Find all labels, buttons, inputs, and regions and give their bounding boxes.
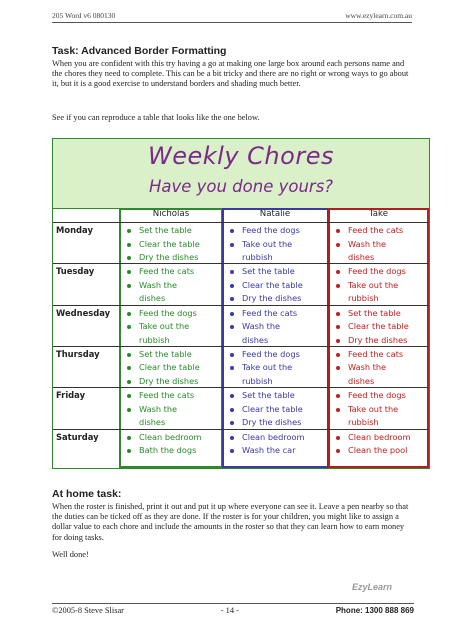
chore-text: dishes bbox=[139, 417, 166, 428]
column-header-natalie: Natalie bbox=[259, 209, 291, 219]
chore-text: Take out the bbox=[139, 321, 190, 332]
bullet-icon bbox=[127, 229, 131, 233]
chore-text: Feed the cats bbox=[348, 225, 404, 235]
chore-item bbox=[125, 431, 221, 445]
day-label: Friday bbox=[56, 390, 86, 401]
chore-cell bbox=[228, 431, 327, 458]
bullet-icon bbox=[336, 243, 340, 247]
home-task-paragraph: When the roster is finished, print it out and put it up where everyone can see it. Leave a pen nearby so that the duties can be ticked off as they are done. If the roster is for your children, you might like to assign a dollar value to each chore and include the amounts in the roster so that they can learn how to earn money for doing tasks. bbox=[52, 502, 409, 542]
bullet-icon bbox=[336, 270, 340, 274]
chore-text: Take out the bbox=[348, 403, 399, 414]
chore-item bbox=[125, 320, 221, 334]
bullet-icon bbox=[127, 243, 131, 247]
bullet-icon bbox=[127, 284, 131, 288]
chore-cell bbox=[228, 265, 327, 306]
chore-item bbox=[334, 361, 427, 375]
bullet-icon bbox=[230, 243, 234, 247]
day-label: Saturday bbox=[56, 431, 99, 442]
chore-item bbox=[125, 238, 221, 252]
chore-item bbox=[125, 389, 221, 403]
chore-item bbox=[228, 389, 327, 403]
chore-text: Clean bedroom bbox=[348, 431, 411, 442]
chore-text: Bath the dogs bbox=[139, 445, 197, 456]
home-task-heading: At home task: bbox=[52, 488, 122, 500]
chore-text: Feed the cats bbox=[139, 266, 195, 277]
chore-text: dishes bbox=[348, 376, 375, 387]
task-instruction-paragraph: See if you can reproduce a table that looks like the one below. bbox=[52, 113, 260, 122]
chore-item bbox=[125, 307, 221, 321]
chore-text: Feed the cats bbox=[139, 390, 195, 401]
chore-item bbox=[125, 444, 221, 458]
chore-text: Feed the dogs bbox=[242, 348, 300, 359]
chore-item bbox=[334, 444, 427, 458]
day-label: Tuesday bbox=[56, 266, 95, 277]
bullet-icon bbox=[230, 394, 234, 398]
header-website: www.ezylearn.com.au bbox=[345, 11, 412, 20]
page-footer bbox=[52, 603, 414, 615]
chore-text: dishes bbox=[348, 252, 375, 263]
closing-text: Well done! bbox=[52, 550, 89, 559]
chore-cell bbox=[125, 431, 221, 458]
bullet-icon bbox=[127, 312, 131, 316]
chore-row-friday bbox=[53, 387, 429, 428]
task-intro-paragraph: When you are confident with this try having a go at making one large box around each persons name and the chores they need to complete. This can be a bit tricky and there are no right or wrong ways to go about it, but it is a good exercise to understand borders and shading much better. bbox=[52, 59, 409, 89]
chore-text: Feed the cats bbox=[242, 307, 298, 318]
chore-cell bbox=[125, 389, 221, 430]
chore-text: dishes bbox=[242, 334, 269, 345]
chore-item bbox=[228, 348, 327, 362]
chore-text: Take out the bbox=[348, 279, 399, 290]
chore-text: Dry the dishes bbox=[242, 293, 302, 304]
day-label: Thursday bbox=[56, 348, 100, 359]
bullet-icon bbox=[336, 229, 340, 233]
chore-item bbox=[125, 265, 221, 279]
chore-text: dishes bbox=[139, 293, 166, 304]
chore-item bbox=[125, 348, 221, 362]
chore-text: Wash the car bbox=[242, 445, 296, 456]
chore-text: rubbish bbox=[139, 334, 170, 345]
chore-text: Feed the dogs bbox=[348, 266, 406, 277]
chore-text: Clean the pool bbox=[348, 445, 408, 456]
bullet-icon bbox=[336, 394, 340, 398]
weekly-chores-table bbox=[52, 138, 430, 469]
chore-text: Wash the bbox=[348, 362, 387, 373]
chore-item bbox=[228, 224, 327, 238]
chore-text: rubbish bbox=[242, 252, 273, 263]
chore-text: Clear the table bbox=[139, 362, 200, 373]
bullet-icon bbox=[127, 408, 131, 412]
bullet-icon bbox=[336, 408, 340, 412]
footer-page-number: - 14 - bbox=[220, 606, 239, 615]
chores-grid bbox=[53, 208, 429, 468]
chore-text: rubbish bbox=[348, 417, 379, 428]
bullet-icon bbox=[230, 229, 234, 233]
chore-cell bbox=[228, 389, 327, 430]
bullet-icon bbox=[230, 284, 234, 288]
chore-item bbox=[334, 403, 427, 417]
chore-cell bbox=[125, 348, 221, 389]
chore-text: Clean bedroom bbox=[242, 431, 305, 442]
chore-item bbox=[228, 307, 327, 321]
chore-text: Dry the dishes bbox=[348, 334, 408, 345]
chore-cell bbox=[228, 348, 327, 389]
chore-text: Feed the dogs bbox=[242, 225, 300, 235]
bullet-icon bbox=[127, 436, 131, 440]
chore-text: Wash the bbox=[139, 403, 178, 414]
header-doc-id: 205 Word v6 080130 bbox=[52, 11, 116, 20]
footer-copyright: ©2005-8 Steve Slisar bbox=[52, 606, 124, 615]
chore-item bbox=[334, 320, 427, 334]
chore-item bbox=[125, 361, 221, 375]
chore-text: Clean bedroom bbox=[139, 431, 202, 442]
chore-item bbox=[334, 238, 427, 252]
chore-cell bbox=[125, 307, 221, 348]
bullet-icon bbox=[336, 325, 340, 329]
chore-cell bbox=[228, 307, 327, 348]
bullet-icon bbox=[336, 449, 340, 453]
chore-row-tuesday bbox=[53, 263, 429, 304]
chore-row-monday bbox=[53, 222, 429, 263]
day-label: Wednesday bbox=[56, 307, 111, 318]
chore-cell bbox=[334, 307, 427, 348]
chore-item bbox=[228, 361, 327, 375]
chore-item bbox=[228, 279, 327, 293]
chore-text: Dry the dishes bbox=[242, 417, 302, 428]
chore-text: Dry the dishes bbox=[139, 252, 199, 263]
chore-text: Dry the dishes bbox=[139, 376, 199, 387]
bullet-icon bbox=[230, 436, 234, 440]
bullet-icon bbox=[230, 270, 234, 274]
chore-text: Set the table bbox=[242, 390, 295, 401]
chore-cell bbox=[125, 224, 221, 265]
chore-item bbox=[228, 238, 327, 252]
bullet-icon bbox=[230, 325, 234, 329]
chore-text: Set the table bbox=[348, 307, 401, 318]
bullet-icon bbox=[230, 421, 234, 425]
task-heading: Task: Advanced Border Formatting bbox=[52, 45, 227, 57]
chore-item bbox=[334, 348, 427, 362]
chore-row-wednesday bbox=[53, 305, 429, 346]
bullet-icon bbox=[127, 270, 131, 274]
bullet-icon bbox=[127, 380, 131, 384]
chore-item bbox=[334, 224, 427, 238]
chores-banner bbox=[53, 139, 429, 209]
bullet-icon bbox=[336, 312, 340, 316]
column-header-take: Take bbox=[368, 209, 389, 219]
chore-item bbox=[228, 431, 327, 445]
chore-item bbox=[125, 403, 221, 417]
chore-item bbox=[228, 403, 327, 417]
chore-row-thursday bbox=[53, 346, 429, 387]
chore-text: Clear the table bbox=[348, 321, 409, 332]
page-header bbox=[52, 11, 412, 23]
bullet-icon bbox=[127, 256, 131, 260]
bullet-icon bbox=[230, 449, 234, 453]
footer-phone: Phone: 1300 888 869 bbox=[335, 606, 414, 615]
chore-text: Take out the bbox=[242, 238, 293, 249]
bullet-icon bbox=[230, 353, 234, 357]
chore-text: Clear the table bbox=[139, 238, 200, 249]
ezylearn-logo: EzyLearn bbox=[352, 582, 393, 592]
bullet-icon bbox=[127, 353, 131, 357]
chore-cell bbox=[334, 265, 427, 306]
bullet-icon bbox=[127, 394, 131, 398]
chore-cell bbox=[228, 224, 327, 265]
chore-item bbox=[228, 265, 327, 279]
bullet-icon bbox=[230, 366, 234, 370]
chore-row-saturday bbox=[53, 429, 429, 470]
chore-cell bbox=[334, 389, 427, 430]
chore-cell bbox=[125, 265, 221, 306]
bullet-icon bbox=[336, 366, 340, 370]
chore-text: Clear the table bbox=[242, 279, 303, 290]
chore-text: Set the table bbox=[139, 225, 192, 235]
chore-text: Wash the bbox=[139, 279, 178, 290]
chore-text: Set the table bbox=[242, 266, 295, 277]
chore-item bbox=[125, 279, 221, 293]
chore-text: Wash the bbox=[348, 238, 387, 249]
chore-cell bbox=[334, 431, 427, 458]
chore-text: Wash the bbox=[242, 321, 281, 332]
chore-cell bbox=[334, 348, 427, 389]
bullet-icon bbox=[127, 449, 131, 453]
bullet-icon bbox=[127, 325, 131, 329]
chore-text: Feed the dogs bbox=[139, 307, 197, 318]
chore-cell bbox=[334, 224, 427, 265]
chore-text: Feed the dogs bbox=[348, 390, 406, 401]
bullet-icon bbox=[230, 408, 234, 412]
chore-text: Take out the bbox=[242, 362, 293, 373]
chore-item bbox=[334, 431, 427, 445]
chores-subtitle: Have you done yours? bbox=[148, 177, 334, 196]
chore-item bbox=[334, 265, 427, 279]
chore-text: Feed the cats bbox=[348, 348, 404, 359]
bullet-icon bbox=[336, 284, 340, 288]
chores-title: Weekly Chores bbox=[148, 142, 334, 170]
day-label: Monday bbox=[56, 225, 93, 235]
chore-text: rubbish bbox=[242, 376, 273, 387]
bullet-icon bbox=[336, 353, 340, 357]
chore-text: Clear the table bbox=[242, 403, 303, 414]
chore-item bbox=[334, 279, 427, 293]
chore-item bbox=[228, 320, 327, 334]
column-header-nicholas: Nicholas bbox=[152, 209, 190, 219]
bullet-icon bbox=[336, 436, 340, 440]
chore-item bbox=[334, 307, 427, 321]
bullet-icon bbox=[336, 339, 340, 343]
chore-item bbox=[125, 224, 221, 238]
chore-item bbox=[334, 389, 427, 403]
chore-text: rubbish bbox=[348, 293, 379, 304]
bullet-icon bbox=[230, 312, 234, 316]
chore-item bbox=[228, 444, 327, 458]
bullet-icon bbox=[127, 366, 131, 370]
chore-text: Set the table bbox=[139, 348, 192, 359]
bullet-icon bbox=[230, 297, 234, 301]
